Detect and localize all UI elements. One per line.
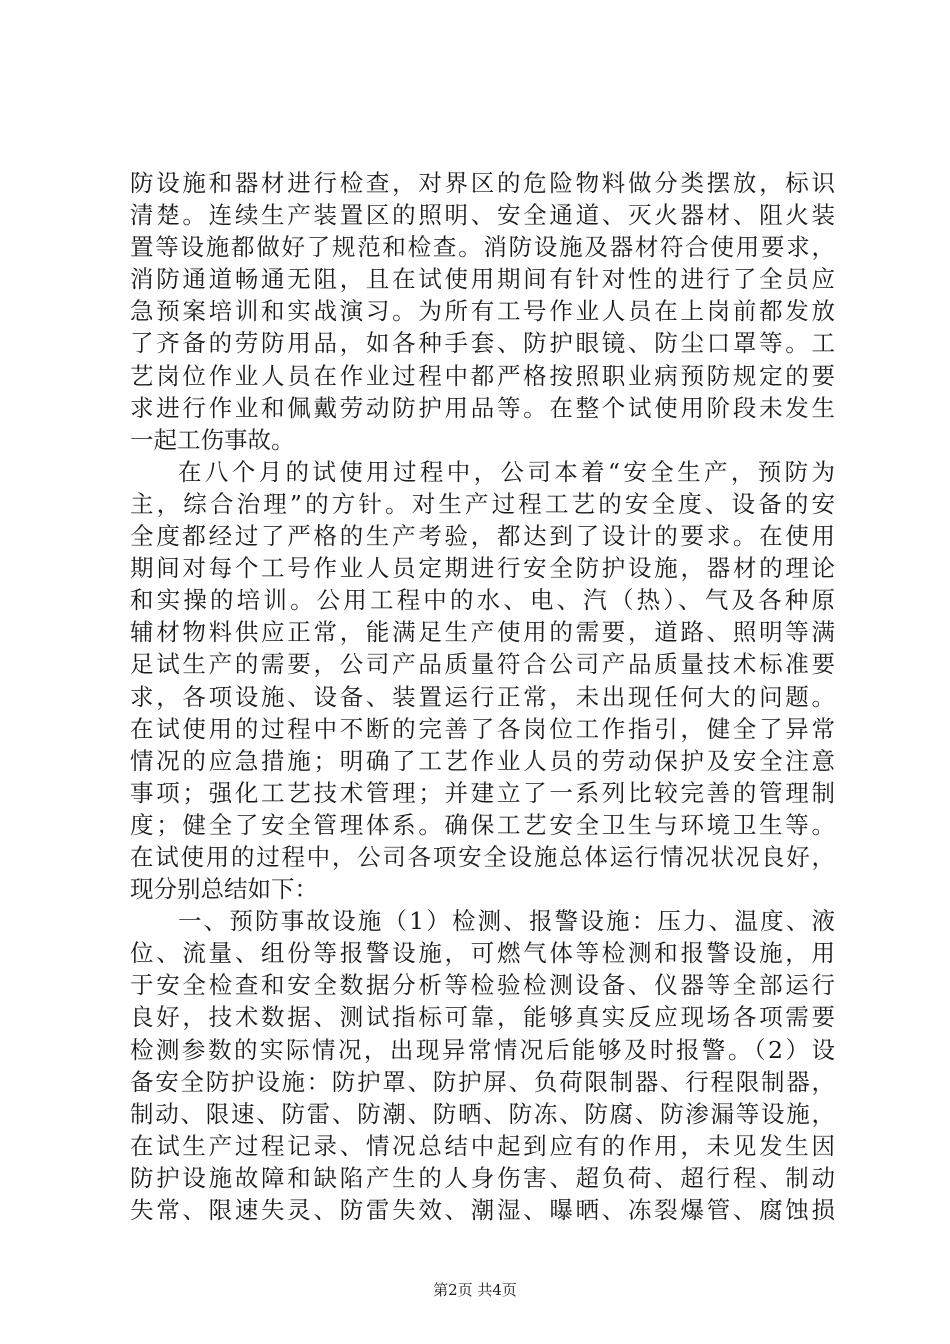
text-line: 情况的应急措施；明确了工艺作业人员的劳动保护及安全注意 (130, 746, 835, 775)
text-line: 急预案培训和实战演习。为所有工号作业人员在上岗前都发放 (130, 297, 835, 326)
text-line: 一起工伤事故。 (130, 425, 295, 454)
text-line: 足试生产的需要，公司产品质量符合公司产品质量技术标准要 (130, 650, 835, 679)
text-line: 良好，技术数据、测试指标可靠，能够真实反应现场各项需要 (130, 1003, 835, 1032)
text-line: 在八个月的试使用过程中，公司本着“安全生产，预防为 (178, 457, 835, 486)
text-line: 位、流量、组份等报警设施，可燃气体等检测和报警设施，用 (130, 939, 835, 968)
body-text (130, 167, 835, 1226)
text-line: 度；健全了安全管理体系。确保工艺安全卫生与环境卫生等。 (130, 810, 835, 839)
text-line: 全度都经过了严格的生产考验，都达到了设计的要求。在使用 (130, 522, 835, 551)
text-line: 现分别总结如下： (130, 875, 318, 904)
text-line: 清楚。连续生产装置区的照明、安全通道、灭火器材、阻火装 (130, 201, 835, 230)
text-line: 事项；强化工艺技术管理；并建立了一系列比较完善的管理制 (130, 778, 835, 807)
text-line: 置等设施都做好了规范和检查。消防设施及器材符合使用要求， (130, 233, 835, 262)
text-line: 防设施和器材进行检查，对界区的危险物料做分类摆放，标识 (130, 169, 835, 197)
text-line: 了齐备的劳防用品，如各种手套、防护眼镜、防尘口罩等。工 (130, 329, 835, 358)
text-line: 于安全检查和安全数据分析等检验检测设备、仪器等全部运行 (130, 971, 835, 1000)
text-line: 在试使用的过程中不断的完善了各岗位工作指引，健全了异常 (130, 714, 835, 743)
text-line: 辅材物料供应正常，能满足生产使用的需要，道路、照明等满 (130, 618, 835, 647)
text-line: 在试使用的过程中，公司各项安全设施总体运行情况状况良好， (130, 842, 835, 871)
text-line: 检测参数的实际情况，出现异常情况后能够及时报警。（2）设 (130, 1035, 835, 1064)
text-line: 制动、限速、防雷、防潮、防晒、防冻、防腐、防渗漏等设施， (130, 1099, 835, 1128)
text-line: 防护设施故障和缺陷产生的人身伤害、超负荷、超行程、制动 (130, 1163, 835, 1192)
text-line: 消防通道畅通无阻，且在试使用期间有针对性的进行了全员应 (130, 265, 835, 294)
page-footer: 第2页 共4页 (433, 1281, 517, 1299)
text-line: 期间对每个工号作业人员定期进行安全防护设施，器材的理论 (130, 554, 835, 583)
text-line: 求进行作业和佩戴劳动防护用品等。在整个试使用阶段未发生 (130, 393, 835, 422)
text-line: 备安全防护设施：防护罩、防护屏、负荷限制器、行程限制器， (130, 1067, 835, 1096)
text-line: 在试生产过程记录、情况总结中起到应有的作用，未见发生因 (130, 1131, 835, 1160)
text-line: 求，各项设施、设备、装置运行正常，未出现任何大的问题。 (130, 682, 835, 711)
text-line: 一、预防事故设施（1）检测、报警设施：压力、温度、液 (178, 907, 835, 936)
text-line: 主，综合治理”的方针。对生产过程工艺的安全度、设备的安 (130, 489, 835, 518)
text-line: 失常、限速失灵、防雷失效、潮湿、曝晒、冻裂爆管、腐蚀损 (130, 1196, 835, 1224)
text-line: 和实操的培训。公用工程中的水、电、汽（热）、气及各种原 (130, 586, 835, 615)
text-line: 艺岗位作业人员在作业过程中都严格按照职业病预防规定的要 (130, 361, 835, 390)
